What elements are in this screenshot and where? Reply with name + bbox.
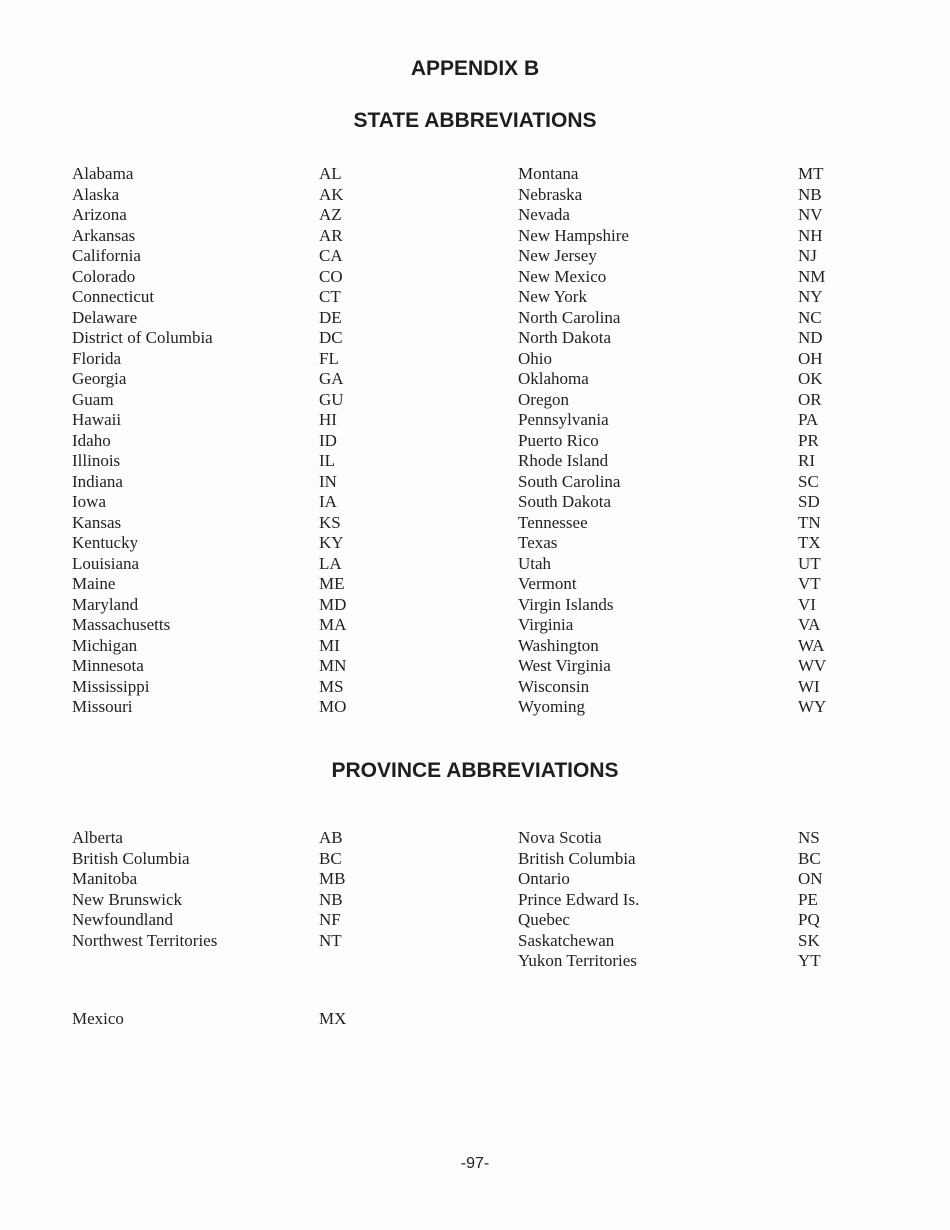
region-abbreviation: ID xyxy=(319,430,337,450)
region-name: Virginia xyxy=(518,615,574,634)
region-name: Newfoundland xyxy=(72,910,174,929)
region-abbreviation: WV xyxy=(798,656,827,675)
abbreviation-row xyxy=(72,451,392,472)
region-abbreviation: UT xyxy=(798,553,821,573)
region-name: Alberta xyxy=(72,828,123,847)
abbreviation-row xyxy=(72,890,392,911)
region-name: North Carolina xyxy=(518,307,621,327)
region-name: New Mexico xyxy=(518,266,607,286)
abbreviation-row xyxy=(72,369,392,390)
abbreviation-row xyxy=(518,164,858,185)
region-abbreviation: NY xyxy=(798,287,823,306)
region-name: Ohio xyxy=(518,348,552,368)
region-name: Wyoming xyxy=(518,697,585,716)
region-abbreviation: YT xyxy=(798,951,821,970)
region-name: District of Columbia xyxy=(72,328,213,347)
region-name: Washington xyxy=(518,635,599,655)
region-name: North Dakota xyxy=(518,328,612,347)
abbreviation-row xyxy=(518,636,858,657)
abbreviation-row xyxy=(518,697,858,718)
abbreviation-row xyxy=(72,492,392,513)
abbreviation-row xyxy=(72,164,392,185)
region-name: Tennessee xyxy=(518,512,588,532)
region-name: Oklahoma xyxy=(518,369,589,388)
region-name: New Jersey xyxy=(518,246,597,265)
abbreviation-row xyxy=(72,328,392,349)
region-abbreviation: NJ xyxy=(798,246,817,265)
abbreviation-row xyxy=(518,890,858,911)
region-name: British Columbia xyxy=(518,848,636,868)
region-name: Minnesota xyxy=(72,656,144,675)
region-name: Michigan xyxy=(72,635,138,655)
abbreviation-row xyxy=(518,410,858,431)
abbreviation-row xyxy=(518,246,858,267)
abbreviation-row xyxy=(72,205,392,226)
region-abbreviation: NB xyxy=(319,889,343,909)
abbreviation-row xyxy=(518,451,858,472)
abbreviation-row xyxy=(518,615,858,636)
region-name: British Columbia xyxy=(72,848,190,868)
region-abbreviation: NH xyxy=(798,225,823,245)
region-name: Nebraska xyxy=(518,184,583,204)
region-name: Saskatchewan xyxy=(518,930,615,950)
region-name: Ontario xyxy=(518,869,570,888)
region-name: California xyxy=(72,246,141,265)
region-abbreviation: NC xyxy=(798,307,822,327)
region-name: Yukon Territories xyxy=(518,951,637,970)
region-name: Kentucky xyxy=(72,533,139,552)
region-name: West Virginia xyxy=(518,656,611,675)
region-abbreviation: SC xyxy=(798,471,819,491)
abbreviation-row xyxy=(72,472,392,493)
abbreviation-row xyxy=(518,656,858,677)
region-abbreviation: MN xyxy=(319,656,347,675)
region-name: Nova Scotia xyxy=(518,828,602,847)
region-name: Delaware xyxy=(72,307,138,327)
region-name: Nevada xyxy=(518,205,570,224)
region-abbreviation: NF xyxy=(319,910,341,929)
region-name: Alaska xyxy=(72,184,120,204)
abbreviation-row xyxy=(72,615,392,636)
region-name: Guam xyxy=(72,389,114,409)
region-name: Louisiana xyxy=(72,553,140,573)
region-abbreviation: ND xyxy=(798,328,823,347)
abbreviation-row xyxy=(518,205,858,226)
region-abbreviation: OR xyxy=(798,389,822,409)
abbreviation-row xyxy=(72,849,392,870)
region-abbreviation: WA xyxy=(798,635,825,655)
abbreviation-row xyxy=(518,849,858,870)
region-abbreviation: MX xyxy=(319,1009,347,1028)
region-name: Alabama xyxy=(72,164,134,183)
region-abbreviation: AZ xyxy=(319,205,342,224)
region-name: Mississippi xyxy=(72,676,150,696)
region-abbreviation: VI xyxy=(798,594,816,614)
region-name: New Brunswick xyxy=(72,889,183,909)
provinces-heading: PROVINCE ABBREVIATIONS xyxy=(331,759,619,782)
region-abbreviation: NS xyxy=(798,828,820,847)
region-name: Arizona xyxy=(72,205,127,224)
region-abbreviation: WY xyxy=(798,697,827,716)
region-abbreviation: IL xyxy=(319,451,336,470)
region-abbreviation: ME xyxy=(319,574,345,593)
region-name: Prince Edward Is. xyxy=(518,889,640,909)
region-name: Northwest Territories xyxy=(72,930,218,950)
abbreviation-row xyxy=(518,369,858,390)
region-name: Mexico xyxy=(72,1009,124,1028)
abbreviation-row xyxy=(72,185,392,206)
region-abbreviation: IA xyxy=(319,492,337,511)
region-name: Florida xyxy=(72,348,122,368)
abbreviation-row xyxy=(518,931,858,952)
abbreviation-row xyxy=(518,308,858,329)
abbreviation-row xyxy=(72,410,392,431)
abbreviation-row xyxy=(72,574,392,595)
abbreviation-row xyxy=(72,226,392,247)
region-abbreviation: MO xyxy=(319,697,347,716)
region-abbreviation: SD xyxy=(798,492,820,511)
abbreviation-row xyxy=(72,513,392,534)
region-name: Quebec xyxy=(518,910,570,929)
region-name: Utah xyxy=(518,553,552,573)
region-abbreviation: ON xyxy=(798,869,823,888)
region-name: Colorado xyxy=(72,266,136,286)
page-number: -97- xyxy=(460,1155,490,1172)
abbreviation-row xyxy=(72,308,392,329)
abbreviation-row xyxy=(72,697,392,718)
states-left-list xyxy=(72,164,392,718)
region-abbreviation: PQ xyxy=(798,910,820,929)
abbreviation-row xyxy=(518,287,858,308)
region-name: Montana xyxy=(518,164,579,183)
region-abbreviation: KY xyxy=(319,533,344,552)
abbreviation-row xyxy=(72,910,392,931)
region-abbreviation: PA xyxy=(798,410,819,429)
abbreviation-row xyxy=(72,390,392,411)
region-name: Rhode Island xyxy=(518,451,609,470)
region-abbreviation: CT xyxy=(319,287,341,306)
abbreviation-row xyxy=(72,656,392,677)
region-abbreviation: HI xyxy=(319,410,337,429)
states-heading: STATE ABBREVIATIONS xyxy=(353,109,597,132)
region-abbreviation: CA xyxy=(319,246,343,265)
abbreviation-row xyxy=(518,574,858,595)
abbreviation-row xyxy=(518,185,858,206)
abbreviation-row xyxy=(72,246,392,267)
region-abbreviation: OH xyxy=(798,348,823,368)
region-abbreviation: IN xyxy=(319,471,337,491)
abbreviation-row xyxy=(72,349,392,370)
region-abbreviation: CO xyxy=(319,266,343,286)
region-abbreviation: MD xyxy=(319,594,347,614)
abbreviation-row xyxy=(518,226,858,247)
states-right-list xyxy=(518,164,858,718)
region-name: Missouri xyxy=(72,697,133,716)
region-abbreviation: NT xyxy=(319,930,342,950)
region-abbreviation: BC xyxy=(319,848,342,868)
abbreviation-row xyxy=(72,287,392,308)
region-name: South Dakota xyxy=(518,492,612,511)
abbreviation-row xyxy=(72,554,392,575)
region-abbreviation: FL xyxy=(319,348,339,368)
region-name: Connecticut xyxy=(72,287,155,306)
region-abbreviation: KS xyxy=(319,512,341,532)
region-abbreviation: MT xyxy=(798,164,824,183)
region-name: South Carolina xyxy=(518,471,621,491)
abbreviation-row xyxy=(518,828,858,849)
region-abbreviation: MA xyxy=(319,615,347,634)
region-name: Vermont xyxy=(518,574,577,593)
abbreviation-row xyxy=(518,533,858,554)
abbreviation-row xyxy=(72,869,392,890)
region-name: New Hampshire xyxy=(518,225,629,245)
region-abbreviation: VA xyxy=(798,615,821,634)
region-abbreviation: AR xyxy=(319,225,343,245)
abbreviation-row xyxy=(518,951,858,972)
region-abbreviation: DC xyxy=(319,328,343,347)
region-name: Illinois xyxy=(72,451,121,470)
region-abbreviation: MS xyxy=(319,676,344,696)
region-abbreviation: NB xyxy=(798,184,822,204)
region-name: Massachusetts xyxy=(72,615,171,634)
region-name: New York xyxy=(518,287,587,306)
region-name: Puerto Rico xyxy=(518,430,599,450)
abbreviation-row xyxy=(72,828,392,849)
region-abbreviation: MB xyxy=(319,869,346,888)
region-abbreviation: GU xyxy=(319,389,344,409)
appendix-title: APPENDIX B xyxy=(410,57,540,80)
region-abbreviation: DE xyxy=(319,307,342,327)
region-name: Iowa xyxy=(72,492,106,511)
abbreviation-row xyxy=(518,328,858,349)
abbreviation-row xyxy=(72,595,392,616)
region-name: Pennsylvania xyxy=(518,410,609,429)
abbreviation-row xyxy=(72,431,392,452)
region-abbreviation: BC xyxy=(798,848,821,868)
abbreviation-row xyxy=(518,554,858,575)
abbreviation-row xyxy=(518,267,858,288)
abbreviation-row xyxy=(518,472,858,493)
region-abbreviation: GA xyxy=(319,369,344,388)
abbreviation-row xyxy=(518,910,858,931)
abbreviation-row xyxy=(72,677,392,698)
region-abbreviation: NM xyxy=(798,266,826,286)
region-name: Manitoba xyxy=(72,869,138,888)
region-name: Arkansas xyxy=(72,225,136,245)
provinces-left-list xyxy=(72,828,392,951)
region-abbreviation: VT xyxy=(798,574,821,593)
countries-list xyxy=(72,1009,392,1030)
region-name: Idaho xyxy=(72,430,111,450)
abbreviation-row xyxy=(72,1009,392,1030)
region-name: Oregon xyxy=(518,389,569,409)
abbreviation-row xyxy=(518,492,858,513)
abbreviation-row xyxy=(518,431,858,452)
region-abbreviation: PR xyxy=(798,430,819,450)
abbreviation-row xyxy=(518,595,858,616)
region-name: Maine xyxy=(72,574,116,593)
region-name: Indiana xyxy=(72,471,123,491)
region-abbreviation: AB xyxy=(319,828,343,847)
region-abbreviation: WI xyxy=(798,676,820,696)
region-abbreviation: AK xyxy=(319,184,344,204)
abbreviation-row xyxy=(518,677,858,698)
region-abbreviation: RI xyxy=(798,451,815,470)
region-name: Hawaii xyxy=(72,410,122,429)
region-name: Virgin Islands xyxy=(518,594,614,614)
abbreviation-row xyxy=(518,349,858,370)
region-abbreviation: AL xyxy=(319,164,342,183)
abbreviation-row xyxy=(518,513,858,534)
abbreviation-row xyxy=(72,533,392,554)
region-name: Kansas xyxy=(72,512,122,532)
region-abbreviation: TX xyxy=(798,533,821,552)
region-abbreviation: NV xyxy=(798,205,823,224)
abbreviation-row xyxy=(72,267,392,288)
region-name: Georgia xyxy=(72,369,127,388)
region-name: Maryland xyxy=(72,594,139,614)
region-abbreviation: LA xyxy=(319,553,342,573)
region-abbreviation: TN xyxy=(798,512,821,532)
region-name: Wisconsin xyxy=(518,676,590,696)
region-abbreviation: OK xyxy=(798,369,823,388)
region-abbreviation: SK xyxy=(798,930,820,950)
provinces-right-list xyxy=(518,828,858,972)
abbreviation-row xyxy=(72,931,392,952)
region-abbreviation: PE xyxy=(798,889,818,909)
region-name: Texas xyxy=(518,533,558,552)
region-abbreviation: MI xyxy=(319,635,340,655)
abbreviation-row xyxy=(72,636,392,657)
abbreviation-row xyxy=(518,390,858,411)
abbreviation-row xyxy=(518,869,858,890)
